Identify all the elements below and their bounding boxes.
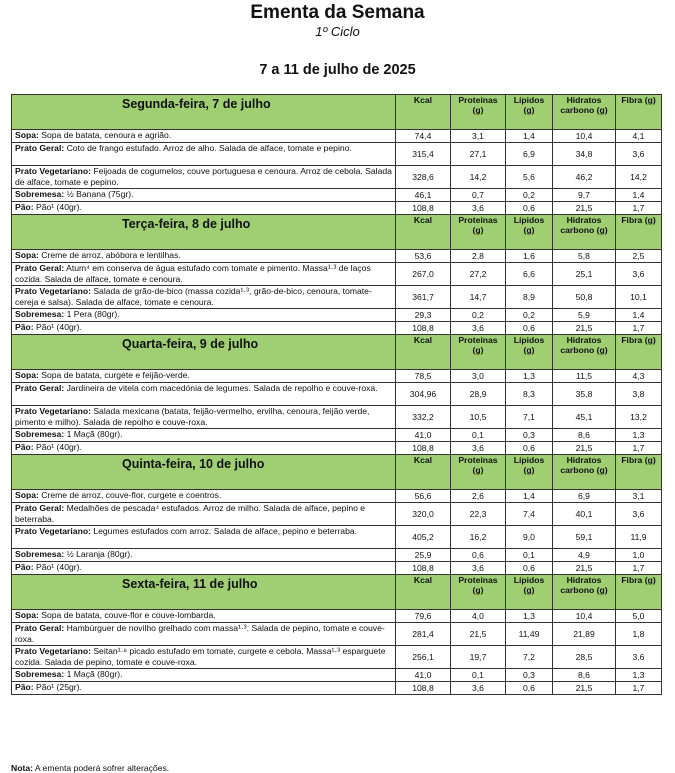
nutrient-value-lip: 5,6 xyxy=(506,166,553,189)
nutrient-value-lip: 7,2 xyxy=(506,646,553,669)
nutrient-value-fib: 3,1 xyxy=(616,490,662,503)
nutrient-value-kcal: 108,8 xyxy=(396,562,451,575)
nutrient-value-hc: 45,1 xyxy=(553,406,616,429)
nutrient-value-lip: 7,1 xyxy=(506,406,553,429)
menu-item-label: Sopa: xyxy=(15,250,39,260)
nutrient-value-fib: 1,7 xyxy=(616,202,662,215)
nutrient-value-prot: 22,3 xyxy=(451,503,506,526)
nutrient-value-kcal: 332,2 xyxy=(396,406,451,429)
footer-note xyxy=(11,763,169,773)
nutrient-value-hc: 40,1 xyxy=(553,503,616,526)
column-header: Kcal xyxy=(396,95,451,130)
nutrient-value-prot: 28,9 xyxy=(451,383,506,406)
nutrient-value-prot: 19,7 xyxy=(451,646,506,669)
menu-item-text: 1 Maçã (80gr). xyxy=(66,669,123,679)
menu-item-description xyxy=(12,503,396,526)
menu-item-description xyxy=(12,646,396,669)
nutrient-value-hc: 50,8 xyxy=(553,286,616,309)
nutrient-value-lip: 0,6 xyxy=(506,682,553,695)
column-header: Fibra (g) xyxy=(616,215,662,250)
nutrient-value-fib: 1,4 xyxy=(616,189,662,202)
menu-item-description xyxy=(12,202,396,215)
menu-item-description xyxy=(12,610,396,623)
nutrient-value-prot: 3,6 xyxy=(451,442,506,455)
nutrient-value-fib: 5,0 xyxy=(616,610,662,623)
page-subtitle: 1º Ciclo xyxy=(315,24,360,39)
menu-item-text: Legumes estufados com arroz. Salada de alface, pepino e beterraba. xyxy=(93,526,358,536)
nutrient-value-hc: 59,1 xyxy=(553,526,616,549)
menu-item-label: Sopa: xyxy=(15,610,39,620)
day-header-row xyxy=(12,95,662,130)
nutrient-value-kcal: 78,5 xyxy=(396,370,451,383)
column-header: Kcal xyxy=(396,575,451,610)
menu-item-label: Pão: xyxy=(15,682,34,692)
nutrient-value-lip: 1,3 xyxy=(506,370,553,383)
nutrient-value-kcal: 41,0 xyxy=(396,429,451,442)
nutrient-value-fib: 11,9 xyxy=(616,526,662,549)
nutrient-value-prot: 0,7 xyxy=(451,189,506,202)
menu-item-row xyxy=(12,166,662,189)
menu-item-description xyxy=(12,383,396,406)
column-header: Hidratos carbono (g) xyxy=(553,95,616,130)
menu-item-text: Jardineira de vitela com macedónia de legumes. Salada de repolho e couve-roxa. xyxy=(66,383,378,393)
column-header: Kcal xyxy=(396,455,451,490)
column-header: Fibra (g) xyxy=(616,455,662,490)
nutrient-value-lip: 8,3 xyxy=(506,383,553,406)
menu-item-row xyxy=(12,322,662,335)
nutrient-value-fib: 10,1 xyxy=(616,286,662,309)
menu-item-row xyxy=(12,143,662,166)
nutrient-value-fib: 1,4 xyxy=(616,309,662,322)
column-header: Lípidos (g) xyxy=(506,335,553,370)
nutrient-value-prot: 0,1 xyxy=(451,429,506,442)
menu-item-text: Pão¹ (25gr). xyxy=(36,682,82,692)
menu-item-label: Prato Vegetariano: xyxy=(15,406,91,416)
day-title: Terça-feira, 8 de julho xyxy=(12,215,396,250)
menu-item-text: Pão¹ (40gr). xyxy=(36,322,82,332)
nutrient-value-fib: 2,5 xyxy=(616,250,662,263)
nutrient-value-hc: 10,4 xyxy=(553,610,616,623)
nutrient-value-fib: 3,6 xyxy=(616,503,662,526)
nutrient-value-kcal: 53,6 xyxy=(396,250,451,263)
menu-item-description xyxy=(12,682,396,695)
nutrient-value-prot: 3,0 xyxy=(451,370,506,383)
menu-item-row xyxy=(12,406,662,429)
nutrient-value-lip: 0,6 xyxy=(506,202,553,215)
menu-item-row xyxy=(12,130,662,143)
nutrient-value-kcal: 315,4 xyxy=(396,143,451,166)
nutrient-value-hc: 10,4 xyxy=(553,130,616,143)
nutrient-value-prot: 3,6 xyxy=(451,322,506,335)
menu-item-text: Medalhões de pescada⁴ estufados. Arroz de milho. Salada de alface, pepino e beterraba. xyxy=(15,503,366,524)
nutrient-value-hc: 6,9 xyxy=(553,490,616,503)
nutrient-value-hc: 5,8 xyxy=(553,250,616,263)
menu-item-description xyxy=(12,406,396,429)
note-label: Nota: xyxy=(11,763,33,773)
menu-item-description xyxy=(12,322,396,335)
day-header-row xyxy=(12,575,662,610)
column-header: Fibra (g) xyxy=(616,575,662,610)
nutrient-value-fib: 14,2 xyxy=(616,166,662,189)
nutrient-value-hc: 21,5 xyxy=(553,562,616,575)
nutrient-value-hc: 21,5 xyxy=(553,682,616,695)
nutrient-value-hc: 21,5 xyxy=(553,442,616,455)
nutrient-value-kcal: 79,6 xyxy=(396,610,451,623)
nutrient-value-prot: 10,5 xyxy=(451,406,506,429)
nutrient-value-prot: 27,2 xyxy=(451,263,506,286)
nutrient-value-kcal: 46,1 xyxy=(396,189,451,202)
menu-item-text: Creme de arroz, abóbora e lentilhas. xyxy=(41,250,181,260)
menu-item-text: Pão¹ (40gr). xyxy=(36,562,82,572)
menu-item-row xyxy=(12,503,662,526)
nutrient-value-prot: 0,1 xyxy=(451,669,506,682)
menu-item-row xyxy=(12,309,662,322)
nutrient-value-lip: 1,6 xyxy=(506,250,553,263)
menu-item-label: Sobremesa: xyxy=(15,429,65,439)
menu-item-label: Pão: xyxy=(15,322,34,332)
menu-item-label: Sobremesa: xyxy=(15,309,65,319)
nutrient-value-prot: 14,7 xyxy=(451,286,506,309)
menu-item-label: Prato Geral: xyxy=(15,263,65,273)
menu-table xyxy=(11,94,662,695)
menu-item-label: Pão: xyxy=(15,202,34,212)
nutrient-value-kcal: 281,4 xyxy=(396,623,451,646)
menu-item-label: Prato Geral: xyxy=(15,623,65,633)
nutrient-value-lip: 6,6 xyxy=(506,263,553,286)
nutrient-value-hc: 8,6 xyxy=(553,669,616,682)
nutrient-value-hc: 21,89 xyxy=(553,623,616,646)
menu-item-row xyxy=(12,429,662,442)
nutrient-value-fib: 1,0 xyxy=(616,549,662,562)
menu-item-description xyxy=(12,370,396,383)
menu-item-label: Prato Geral: xyxy=(15,503,65,513)
menu-item-description xyxy=(12,130,396,143)
nutrient-value-kcal: 29,3 xyxy=(396,309,451,322)
column-header: Fibra (g) xyxy=(616,335,662,370)
nutrient-value-kcal: 74,4 xyxy=(396,130,451,143)
nutrient-value-kcal: 108,8 xyxy=(396,682,451,695)
nutrient-value-kcal: 56,6 xyxy=(396,490,451,503)
menu-item-row xyxy=(12,442,662,455)
menu-item-description xyxy=(12,286,396,309)
page-title: Ementa da Semana xyxy=(250,2,425,23)
menu-item-row xyxy=(12,286,662,309)
nutrient-value-prot: 3,6 xyxy=(451,202,506,215)
menu-item-label: Pão: xyxy=(15,562,34,572)
menu-item-text: ½ Laranja (80gr). xyxy=(66,549,133,559)
day-header-row xyxy=(12,215,662,250)
nutrient-value-lip: 0,6 xyxy=(506,562,553,575)
nutrient-value-fib: 3,6 xyxy=(616,143,662,166)
nutrient-value-fib: 1,7 xyxy=(616,322,662,335)
nutrient-value-lip: 1,4 xyxy=(506,130,553,143)
nutrient-value-prot: 14,2 xyxy=(451,166,506,189)
nutrient-value-fib: 3,6 xyxy=(616,263,662,286)
week-dates: 7 a 11 de julho de 2025 xyxy=(259,62,416,78)
day-title: Sexta-feira, 11 de julho xyxy=(12,575,396,610)
nutrient-value-hc: 25,1 xyxy=(553,263,616,286)
menu-item-label: Prato Vegetariano: xyxy=(15,526,91,536)
nutrient-value-kcal: 25,9 xyxy=(396,549,451,562)
nutrient-value-prot: 2,6 xyxy=(451,490,506,503)
menu-item-description xyxy=(12,263,396,286)
nutrient-value-lip: 0,6 xyxy=(506,442,553,455)
column-header: Lípidos (g) xyxy=(506,95,553,130)
menu-item-text: ½ Banana (75gr). xyxy=(66,189,134,199)
nutrient-value-lip: 0,3 xyxy=(506,669,553,682)
menu-item-label: Prato Geral: xyxy=(15,143,65,153)
nutrient-value-hc: 8,6 xyxy=(553,429,616,442)
menu-item-text: 1 Maçã (80gr). xyxy=(66,429,123,439)
nutrient-value-lip: 6,9 xyxy=(506,143,553,166)
day-title: Segunda-feira, 7 de julho xyxy=(12,95,396,130)
menu-item-description xyxy=(12,250,396,263)
nutrient-value-hc: 5,9 xyxy=(553,309,616,322)
menu-item-row xyxy=(12,383,662,406)
nutrient-value-kcal: 405,2 xyxy=(396,526,451,549)
menu-item-label: Sobremesa: xyxy=(15,189,65,199)
nutrient-value-prot: 2,8 xyxy=(451,250,506,263)
menu-item-description xyxy=(12,309,396,322)
menu-item-row xyxy=(12,682,662,695)
nutrient-value-prot: 3,6 xyxy=(451,682,506,695)
nutrient-value-lip: 8,9 xyxy=(506,286,553,309)
menu-item-row xyxy=(12,646,662,669)
menu-item-row xyxy=(12,490,662,503)
menu-item-text: Pão¹ (40gr). xyxy=(36,442,82,452)
menu-item-text: Salada mexicana (batata, feijão-vermelho, ervilha, cenoura, feijão verde, pimento e milho). Salada de repolho e couve-roxa. xyxy=(15,406,370,427)
column-header: Hidratos carbono (g) xyxy=(553,215,616,250)
nutrient-value-lip: 0,1 xyxy=(506,549,553,562)
menu-item-label: Prato Vegetariano: xyxy=(15,286,91,296)
menu-item-description xyxy=(12,623,396,646)
menu-item-label: Sopa: xyxy=(15,370,39,380)
nutrient-value-lip: 0,6 xyxy=(506,322,553,335)
nutrient-value-kcal: 328,6 xyxy=(396,166,451,189)
nutrient-value-kcal: 304,96 xyxy=(396,383,451,406)
nutrient-value-hc: 11,5 xyxy=(553,370,616,383)
menu-item-text: Coto de frango estufado. Arroz de alho. Salada de alface, tomate e pepino. xyxy=(66,143,352,153)
column-header: Kcal xyxy=(396,215,451,250)
column-header: Hidratos carbono (g) xyxy=(553,335,616,370)
nutrient-value-kcal: 108,8 xyxy=(396,202,451,215)
nutrient-value-hc: 21,5 xyxy=(553,322,616,335)
nutrient-value-prot: 21,5 xyxy=(451,623,506,646)
menu-item-description xyxy=(12,549,396,562)
column-header: Proteínas (g) xyxy=(451,455,506,490)
column-header: Proteínas (g) xyxy=(451,215,506,250)
nutrient-value-hc: 4,9 xyxy=(553,549,616,562)
nutrient-value-prot: 27,1 xyxy=(451,143,506,166)
menu-item-label: Sopa: xyxy=(15,130,39,140)
nutrient-value-fib: 4,1 xyxy=(616,130,662,143)
menu-item-description xyxy=(12,526,396,549)
menu-item-text: Sopa de batata, curgete e feijão-verde. xyxy=(41,370,190,380)
menu-item-row xyxy=(12,250,662,263)
nutrient-value-kcal: 41,0 xyxy=(396,669,451,682)
nutrient-value-prot: 0,2 xyxy=(451,309,506,322)
menu-item-text: Seitan¹·⁸ picado estufado em tomate, curgete e cebola. Massa¹·³ esparguete cozida. Salada de pepino, tomate e couve-roxa. xyxy=(15,646,386,667)
menu-item-text: Creme de arroz, couve-flor, curgete e coentros. xyxy=(41,490,222,500)
nutrient-value-fib: 3,8 xyxy=(616,383,662,406)
column-header: Kcal xyxy=(396,335,451,370)
nutrient-value-fib: 3,6 xyxy=(616,646,662,669)
column-header: Lípidos (g) xyxy=(506,575,553,610)
menu-item-label: Sopa: xyxy=(15,490,39,500)
nutrient-value-lip: 0,2 xyxy=(506,189,553,202)
menu-item-description xyxy=(12,166,396,189)
menu-item-description xyxy=(12,669,396,682)
nutrient-value-fib: 1,7 xyxy=(616,442,662,455)
menu-item-label: Sobremesa: xyxy=(15,549,65,559)
nutrient-value-lip: 7,4 xyxy=(506,503,553,526)
menu-item-row xyxy=(12,263,662,286)
day-header-row xyxy=(12,335,662,370)
menu-item-text: Feijoada de cogumelos, couve portuguesa e cenoura. Arroz de cebola. Salada de alface, tomate e pepino. xyxy=(15,166,392,187)
menu-item-row xyxy=(12,623,662,646)
column-header: Lípidos (g) xyxy=(506,215,553,250)
nutrient-value-fib: 13,2 xyxy=(616,406,662,429)
nutrient-value-hc: 28,5 xyxy=(553,646,616,669)
nutrient-value-lip: 11,49 xyxy=(506,623,553,646)
nutrient-value-prot: 3,1 xyxy=(451,130,506,143)
menu-item-text: Salada de grão-de-bico (massa cozida¹·³, grão-de-bico, cenoura, tomate-cereja e salsa). Salada de alface, tomate e cenoura. xyxy=(15,286,372,307)
column-header: Hidratos carbono (g) xyxy=(553,575,616,610)
nutrient-value-kcal: 361,7 xyxy=(396,286,451,309)
nutrient-value-lip: 9,0 xyxy=(506,526,553,549)
day-title: Quinta-feira, 10 de julho xyxy=(12,455,396,490)
menu-item-row xyxy=(12,370,662,383)
nutrient-value-fib: 1,8 xyxy=(616,623,662,646)
menu-item-description xyxy=(12,442,396,455)
nutrient-value-hc: 34,8 xyxy=(553,143,616,166)
menu-item-description xyxy=(12,490,396,503)
menu-item-description xyxy=(12,429,396,442)
nutrient-value-hc: 35,8 xyxy=(553,383,616,406)
menu-item-row xyxy=(12,610,662,623)
nutrient-value-lip: 0,2 xyxy=(506,309,553,322)
menu-item-label: Sobremesa: xyxy=(15,669,65,679)
menu-item-label: Prato Vegetariano: xyxy=(15,646,91,656)
nutrient-value-fib: 1,3 xyxy=(616,669,662,682)
nutrient-value-kcal: 256,1 xyxy=(396,646,451,669)
nutrient-value-prot: 3,6 xyxy=(451,562,506,575)
nutrient-value-hc: 21,5 xyxy=(553,202,616,215)
column-header: Proteínas (g) xyxy=(451,95,506,130)
nutrient-value-hc: 46,2 xyxy=(553,166,616,189)
menu-item-row xyxy=(12,669,662,682)
menu-table-body xyxy=(12,95,662,695)
nutrient-value-lip: 1,3 xyxy=(506,610,553,623)
menu-item-text: Sopa de batata, cenoura e agrião. xyxy=(41,130,172,140)
menu-item-description xyxy=(12,189,396,202)
menu-item-row xyxy=(12,549,662,562)
day-header-row xyxy=(12,455,662,490)
menu-item-row xyxy=(12,526,662,549)
menu-item-row xyxy=(12,202,662,215)
column-header: Proteínas (g) xyxy=(451,575,506,610)
column-header: Fibra (g) xyxy=(616,95,662,130)
menu-item-text: Atum⁴ em conserva de água estufado com tomate e pimento. Massa¹·³ de laços cozida. Salada de alface, tomate e cenoura. xyxy=(15,263,371,284)
menu-item-row xyxy=(12,562,662,575)
menu-item-text: Hambúrguer de novilho grelhado com massa¹·³. Salada de pepino, tomate e couve-roxa. xyxy=(15,623,385,644)
day-title: Quarta-feira, 9 de julho xyxy=(12,335,396,370)
menu-item-description xyxy=(12,562,396,575)
menu-item-label: Prato Vegetariano: xyxy=(15,166,91,176)
nutrient-value-kcal: 108,8 xyxy=(396,442,451,455)
note-text: A ementa poderá sofrer alterações. xyxy=(34,763,170,773)
nutrient-value-fib: 1,7 xyxy=(616,682,662,695)
column-header: Lípidos (g) xyxy=(506,455,553,490)
nutrient-value-prot: 0,6 xyxy=(451,549,506,562)
column-header: Hidratos carbono (g) xyxy=(553,455,616,490)
nutrient-value-kcal: 320,0 xyxy=(396,503,451,526)
nutrient-value-hc: 9,7 xyxy=(553,189,616,202)
nutrient-value-kcal: 267,0 xyxy=(396,263,451,286)
menu-item-label: Prato Geral: xyxy=(15,383,65,393)
menu-item-text: Pão¹ (40gr). xyxy=(36,202,82,212)
column-header: Proteínas (g) xyxy=(451,335,506,370)
menu-item-row xyxy=(12,189,662,202)
nutrient-value-kcal: 108,8 xyxy=(396,322,451,335)
menu-item-label: Pão: xyxy=(15,442,34,452)
nutrient-value-fib: 1,7 xyxy=(616,562,662,575)
nutrient-value-lip: 1,4 xyxy=(506,490,553,503)
menu-item-text: 1 Pera (80gr). xyxy=(66,309,120,319)
nutrient-value-fib: 1,3 xyxy=(616,429,662,442)
nutrient-value-prot: 4,0 xyxy=(451,610,506,623)
nutrient-value-fib: 4,3 xyxy=(616,370,662,383)
nutrient-value-prot: 16,2 xyxy=(451,526,506,549)
menu-item-description xyxy=(12,143,396,166)
nutrient-value-lip: 0,3 xyxy=(506,429,553,442)
menu-item-text: Sopa de batata, couve-flor e couve-lombarda. xyxy=(41,610,216,620)
